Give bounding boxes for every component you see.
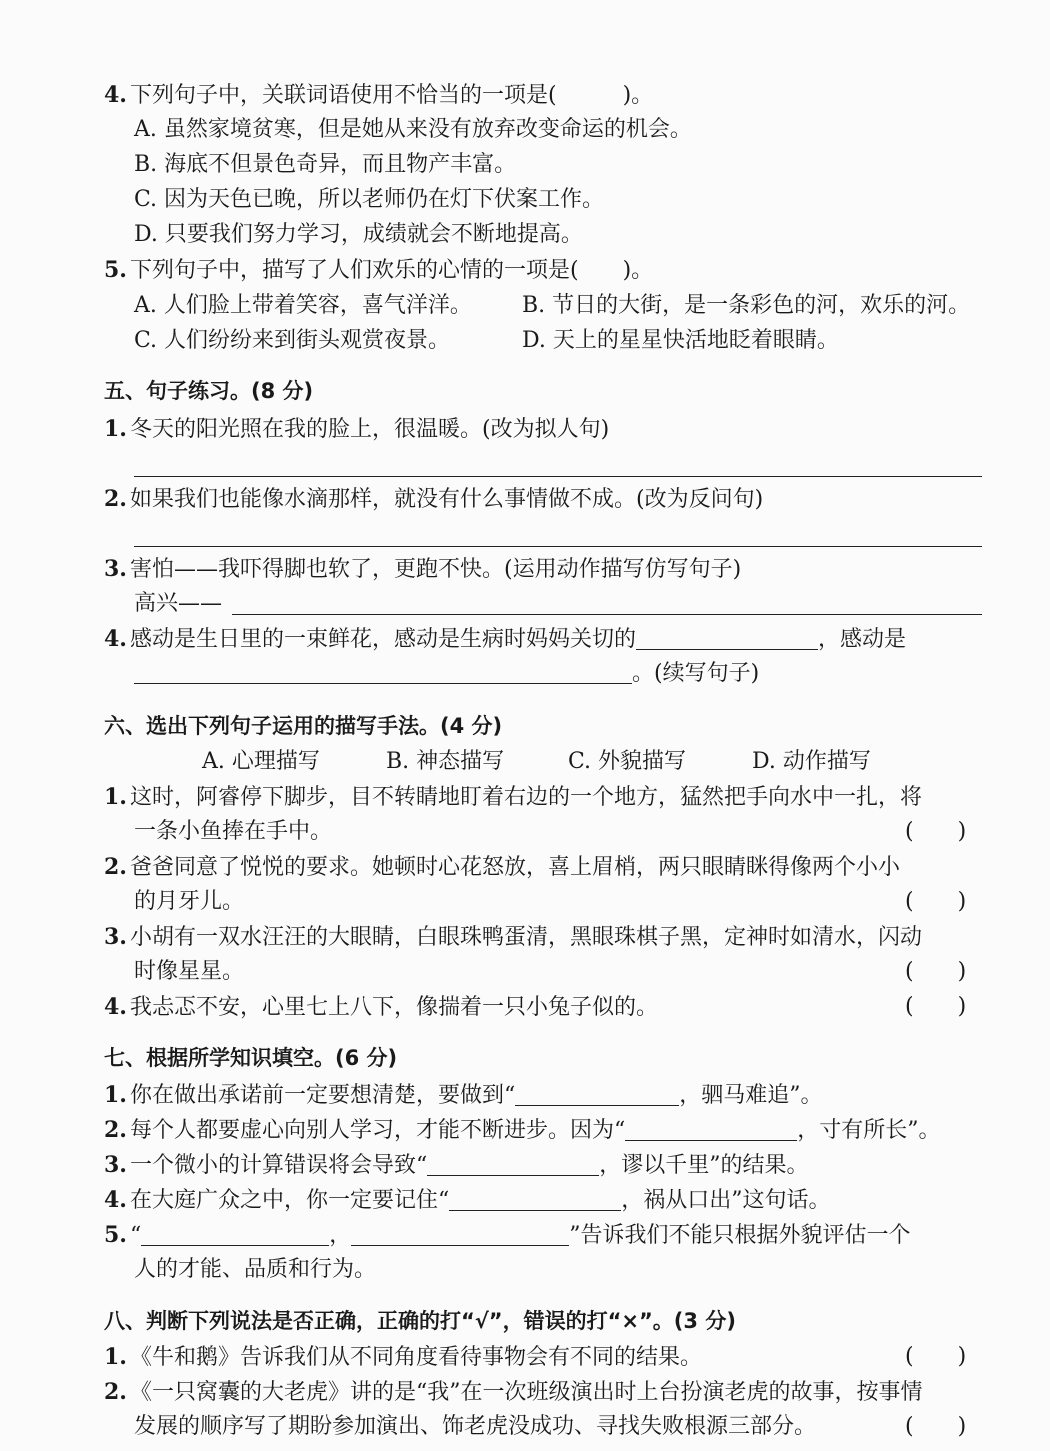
s6-item-2-text-a: 爸爸同意了悦悦的要求。她顿时心花怒放，喜上眉梢，两只眼睛眯得像两个小小 xyxy=(130,855,901,880)
s5-item-3-sub-label: 高兴—— xyxy=(134,591,223,616)
s5-item-4-text-b: ，感动是 xyxy=(818,627,907,652)
q5-stem xyxy=(104,253,653,288)
s7-item-3-text-a: 一个微小的计算错误将会导致“ xyxy=(130,1153,428,1178)
s6-option-a: A. 心理描写 xyxy=(202,749,320,774)
q4-option-b: B. 海底不但景色奇异，而且物产丰富。 xyxy=(134,152,517,177)
s6-item-2 xyxy=(104,850,900,885)
s5-item-2-answer-line[interactable] xyxy=(134,546,982,547)
s7-item-2-text-b: ，寸有所长”。 xyxy=(797,1118,941,1143)
s7-item-3 xyxy=(104,1148,809,1183)
s7-item-1-text-a: 你在做出承诺前一定要想清楚，要做到“ xyxy=(130,1083,516,1108)
s5-item-1-text: 冬天的阳光照在我的脸上，很温暖。(改为拟人句) xyxy=(130,417,610,442)
s5-item-1 xyxy=(104,412,609,447)
s5-item-1-answer-line[interactable] xyxy=(134,476,982,477)
s7-item-1-text-b: ，驷马难追”。 xyxy=(679,1083,823,1108)
s7-item-5 xyxy=(104,1218,911,1253)
q5-number: 5. xyxy=(104,257,127,283)
s5-item-3-answer-line[interactable] xyxy=(232,614,982,615)
s6-item-1-number: 1. xyxy=(104,784,127,810)
s6-option-c: C. 外貌描写 xyxy=(568,749,687,774)
s7-item-3-blank[interactable] xyxy=(427,1149,599,1176)
s5-item-3 xyxy=(104,552,741,587)
s5-item-4-number: 4. xyxy=(104,626,127,652)
s7-item-4-text-b: ，祸从口出”这句话。 xyxy=(621,1188,831,1213)
s6-option-d: D. 动作描写 xyxy=(752,749,871,774)
s7-item-5-text-a: “ xyxy=(130,1223,142,1248)
s8-item-1-number: 1. xyxy=(104,1344,127,1370)
s8-item-1-answer-paren[interactable]: ( ) xyxy=(905,1344,967,1369)
q5-option-d: D. 天上的星星快活地眨着眼睛。 xyxy=(522,328,839,353)
q4-stem xyxy=(104,78,653,113)
s6-item-2-text-b: 的月牙儿。 xyxy=(134,889,245,914)
q5-text: 下列句子中，描写了人们欢乐的心情的一项是( )。 xyxy=(130,258,654,283)
s6-item-4-text: 我忐忑不安，心里七上八下，像揣着一只小兔子似的。 xyxy=(130,995,659,1020)
s6-item-3-number: 3. xyxy=(104,924,127,950)
q4-option-a: A. 虽然家境贫寒，但是她从来没有放弃改变命运的机会。 xyxy=(134,117,692,142)
s7-item-2-blank[interactable] xyxy=(625,1114,797,1141)
s8-item-1-text: 《牛和鹅》告诉我们从不同角度看待事物会有不同的结果。 xyxy=(130,1345,703,1370)
s5-item-3-sub xyxy=(134,587,222,621)
s8-item-1 xyxy=(104,1340,702,1375)
s6-item-1-text-b: 一条小鱼捧在手中。 xyxy=(134,819,333,844)
q5-option-b: B. 节日的大街，是一条彩色的河，欢乐的河。 xyxy=(522,293,971,318)
section-5-title: 五、句子练习。(8 分) xyxy=(104,379,314,403)
q4-text: 下列句子中，关联词语使用不恰当的一项是( )。 xyxy=(130,83,654,108)
s8-item-2-text-a: 《一只窝囊的大老虎》讲的是“我”在一次班级演出时上台扮演老虎的故事，按事情 xyxy=(130,1380,923,1405)
q4-number: 4. xyxy=(104,82,127,108)
s8-item-2 xyxy=(104,1375,923,1410)
s5-item-4-blank-1[interactable] xyxy=(636,623,818,650)
s5-item-1-number: 1. xyxy=(104,416,127,442)
s8-item-2-answer-paren[interactable]: ( ) xyxy=(905,1414,967,1439)
s6-item-1 xyxy=(104,780,922,815)
s6-item-3-text-a: 小胡有一双水汪汪的大眼睛，白眼珠鸭蛋清，黑眼珠棋子黑，定神时如清水，闪动 xyxy=(130,925,923,950)
s7-item-4-text-a: 在大庭广众之中，你一定要记住“ xyxy=(130,1188,450,1213)
q5-option-a: A. 人们脸上带着笑容，喜气洋洋。 xyxy=(134,293,472,318)
s8-item-2-text-b: 发展的顺序写了期盼参加演出、饰老虎没成功、寻找失败根源三部分。 xyxy=(134,1414,817,1439)
q5-option-c: C. 人们纷纷来到街头观赏夜景。 xyxy=(134,328,451,353)
s6-item-2-number: 2. xyxy=(104,854,127,880)
s6-item-2-answer-paren[interactable]: ( ) xyxy=(905,889,967,914)
s7-item-2-text-a: 每个人都要虚心向别人学习，才能不断进步。因为“ xyxy=(130,1118,626,1143)
s7-item-4 xyxy=(104,1183,831,1218)
s6-item-4-number: 4. xyxy=(104,994,127,1020)
s7-item-4-blank[interactable] xyxy=(449,1184,621,1211)
s7-item-1-number: 1. xyxy=(104,1082,127,1108)
s6-item-3-answer-paren[interactable]: ( ) xyxy=(905,959,967,984)
s6-item-3-text-b: 时像星星。 xyxy=(134,959,245,984)
s7-item-5-number: 5. xyxy=(104,1222,127,1248)
s8-item-2-number: 2. xyxy=(104,1379,127,1405)
section-8-title: 八、判断下列说法是否正确，正确的打“√”，错误的打“×”。(3 分) xyxy=(104,1309,736,1333)
s6-item-4 xyxy=(104,990,658,1025)
s7-item-1 xyxy=(104,1078,823,1113)
s5-item-4-text-c: 。(续写句子) xyxy=(632,661,760,686)
s5-item-4-blank-2[interactable] xyxy=(134,657,632,684)
s7-item-5-text-d: 人的才能、品质和行为。 xyxy=(134,1257,377,1282)
s5-item-4-text-a: 感动是生日里的一束鲜花，感动是生病时妈妈关切的 xyxy=(130,627,637,652)
s5-item-3-text: 害怕——我吓得脚也软了，更跑不快。(运用动作描写仿写句子) xyxy=(130,557,742,582)
s7-item-5-blank-2[interactable] xyxy=(351,1219,569,1246)
s7-item-5-text-b: ， xyxy=(329,1223,352,1248)
section-6-title: 六、选出下列句子运用的描写手法。(4 分) xyxy=(104,714,503,738)
s6-item-4-answer-paren[interactable]: ( ) xyxy=(905,994,967,1019)
s6-option-b: B. 神态描写 xyxy=(386,749,505,774)
s7-item-3-number: 3. xyxy=(104,1152,127,1178)
s7-item-1-blank[interactable] xyxy=(515,1079,679,1106)
s6-item-3 xyxy=(104,920,922,955)
s7-item-2 xyxy=(104,1113,941,1148)
s6-item-1-answer-paren[interactable]: ( ) xyxy=(905,819,967,844)
q4-option-c: C. 因为天色已晚，所以老师仍在灯下伏案工作。 xyxy=(134,187,605,212)
s7-item-5-blank-1[interactable] xyxy=(141,1219,329,1246)
s5-item-2 xyxy=(104,482,763,517)
section-7-title: 七、根据所学知识填空。(6 分) xyxy=(104,1046,398,1070)
s6-item-1-text-a: 这时，阿睿停下脚步，目不转睛地盯着右边的一个地方，猛然把手向水中一扎，将 xyxy=(130,785,923,810)
s5-item-2-text: 如果我们也能像水滴那样，就没有什么事情做不成。(改为反问句) xyxy=(130,487,764,512)
s5-item-3-number: 3. xyxy=(104,556,127,582)
s7-item-2-number: 2. xyxy=(104,1117,127,1143)
s5-item-4-cont xyxy=(134,657,759,691)
s5-item-4 xyxy=(104,622,906,657)
s7-item-5-text-c: ”告诉我们不能只根据外貌评估一个 xyxy=(569,1223,911,1248)
s7-item-4-number: 4. xyxy=(104,1187,127,1213)
q4-option-d: D. 只要我们努力学习，成绩就会不断地提高。 xyxy=(134,222,583,247)
s7-item-3-text-b: ，谬以千里”的结果。 xyxy=(599,1153,809,1178)
s5-item-2-number: 2. xyxy=(104,486,127,512)
